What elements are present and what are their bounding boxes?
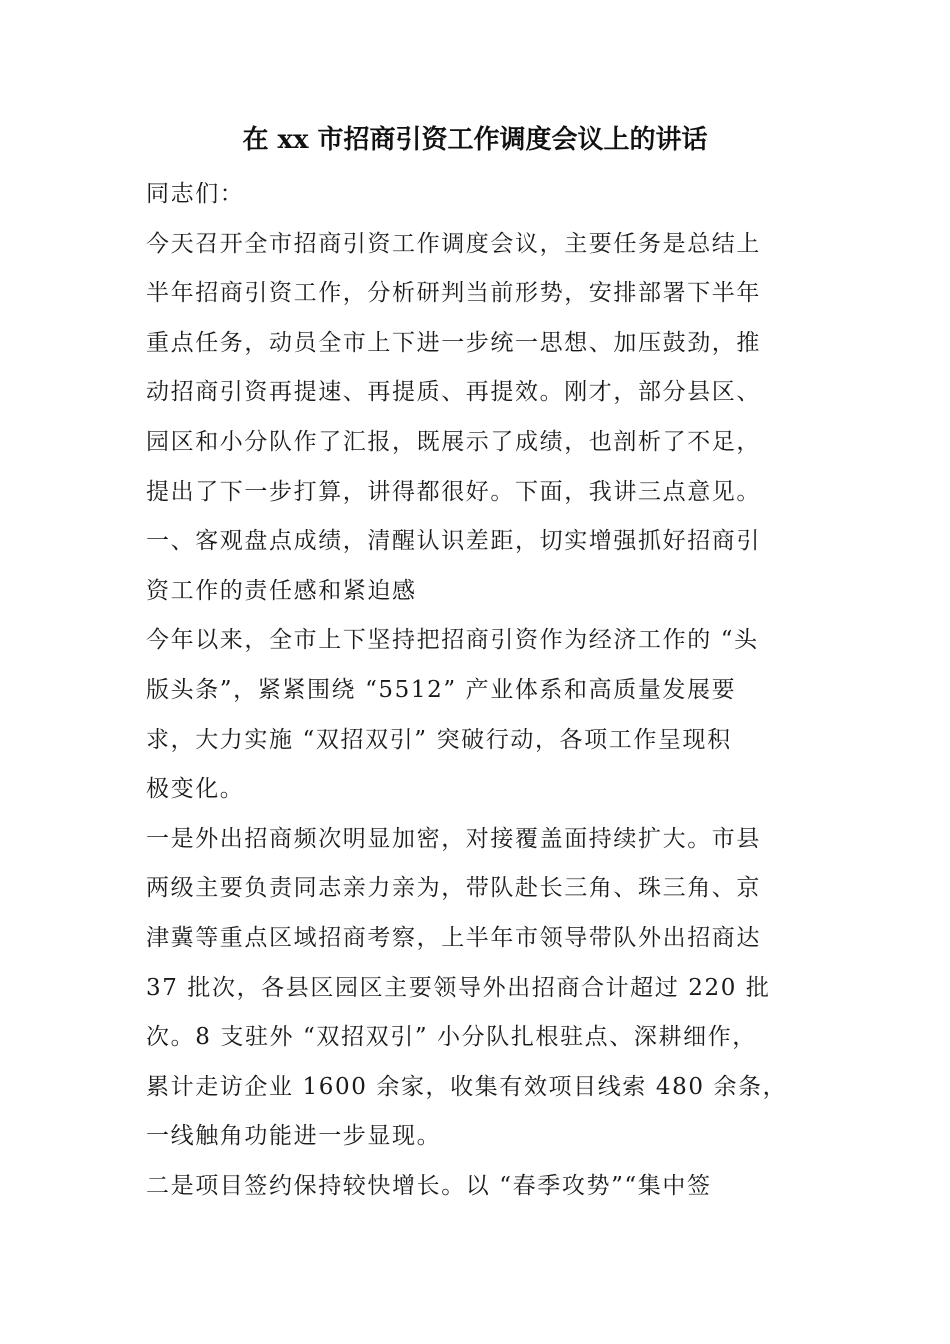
body-line: 二是项目签约保持较快增长。以 “春季攻势”“集中签 [146,1172,712,1199]
body-line: 版头条”，紧紧围绕 “5512” 产业体系和高质量发展要 [146,676,737,703]
section-heading-line: 资工作的责任感和紧迫感 [146,577,417,604]
body-line: 37 批次，各县区园区主要领导外出招商合计超过 220 批 [146,974,771,1001]
document-title: 在 xx 市招商引资工作调度会议上的讲话 [242,125,708,155]
body-line: 半年招商引资工作，分析研判当前形势，安排部署下半年 [146,280,761,307]
body-line: 极变化。 [146,776,245,803]
body-line: 求，大力实施 “双招双引” 突破行动，各项工作呈现积 [146,726,732,753]
body-line: 今年以来，全市上下坚持把招商引资作为经济工作的 “头 [146,627,759,654]
body-line: 津冀等重点区域招商考察，上半年市领导带队外出招商达 [146,924,761,951]
document-body [146,170,816,1211]
body-line: 一线触角功能进一步显现。 [146,1123,442,1150]
body-line: 累计走访企业 1600 余家，收集有效项目线索 480 余条， [146,1073,788,1100]
section-heading-line: 一、客观盘点成绩，清醒认识差距，切实增强抓好招商引 [146,528,761,555]
body-line: 提出了下一步打算，讲得都很好。下面，我讲三点意见。 [146,478,761,505]
body-line: 同志们： [146,181,245,207]
body-line: 两级主要负责同志亲力亲为，带队赴长三角、珠三角、京 [146,875,761,902]
body-line: 一是外出招商频次明显加密，对接覆盖面持续扩大。市县 [146,825,761,852]
body-line: 次。8 支驻外 “双招双引” 小分队扎根驻点、深耕细作， [146,1024,757,1051]
body-line: 重点任务，动员全市上下进一步统一思想、加压鼓劲，推 [146,329,761,356]
body-line: 动招商引资再提速、再提质、再提效。刚才，部分县区、 [146,379,761,406]
body-line: 今天召开全市招商引资工作调度会议，主要任务是总结上 [146,230,761,257]
body-line: 园区和小分队作了汇报，既展示了成绩，也剖析了不足， [146,428,761,455]
